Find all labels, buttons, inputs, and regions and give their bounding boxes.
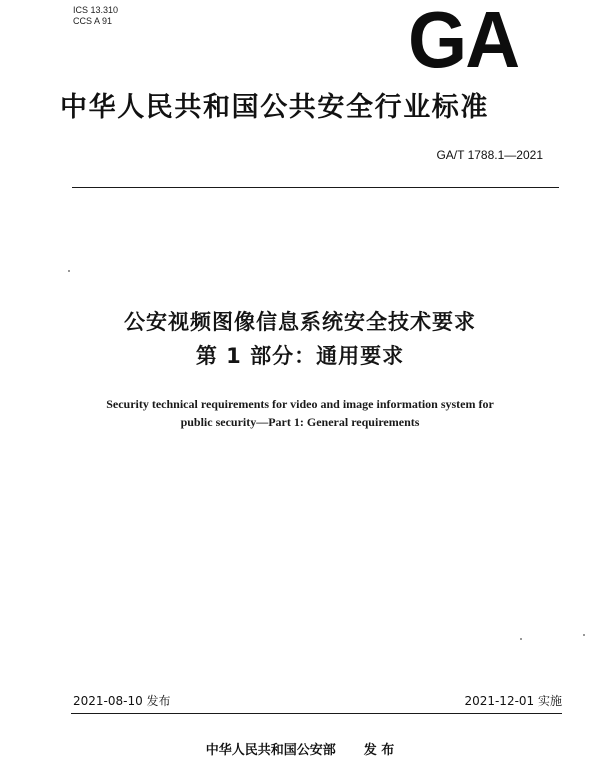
document-title-cn-line1: 公安视频图像信息系统安全技术要求: [124, 310, 476, 334]
document-title-cn-line2: 第 1 部分：通用要求: [195, 344, 405, 368]
standard-number: GA/T 1788.1—2021: [436, 148, 543, 162]
issuing-authority: [120, 742, 480, 760]
issuer-name: 中华人民共和国公安部: [205, 743, 336, 758]
footer-divider: [71, 713, 562, 714]
publish-date: 2021-08-10 发布: [73, 694, 171, 708]
classification-codes: [73, 5, 118, 27]
standard-category-title: 中华人民共和国公共安全行业标准: [60, 92, 489, 123]
ga-logo: GA: [408, 0, 519, 84]
scan-speck: [520, 638, 522, 640]
implementation-date: 2021-12-01 实施: [464, 694, 562, 708]
ics-code: ICS 13.310: [73, 5, 119, 15]
ccs-code: CCS A 91: [73, 16, 113, 26]
scan-speck: [68, 270, 70, 272]
issuer-action: 发 布: [363, 743, 395, 758]
scan-speck: [583, 634, 585, 636]
header-divider: [72, 187, 559, 188]
document-title-en-line1: Security technical requirements for video and image information system for: [106, 397, 494, 411]
document-title-en-line2: public security—Part 1: General requirements: [180, 415, 420, 429]
